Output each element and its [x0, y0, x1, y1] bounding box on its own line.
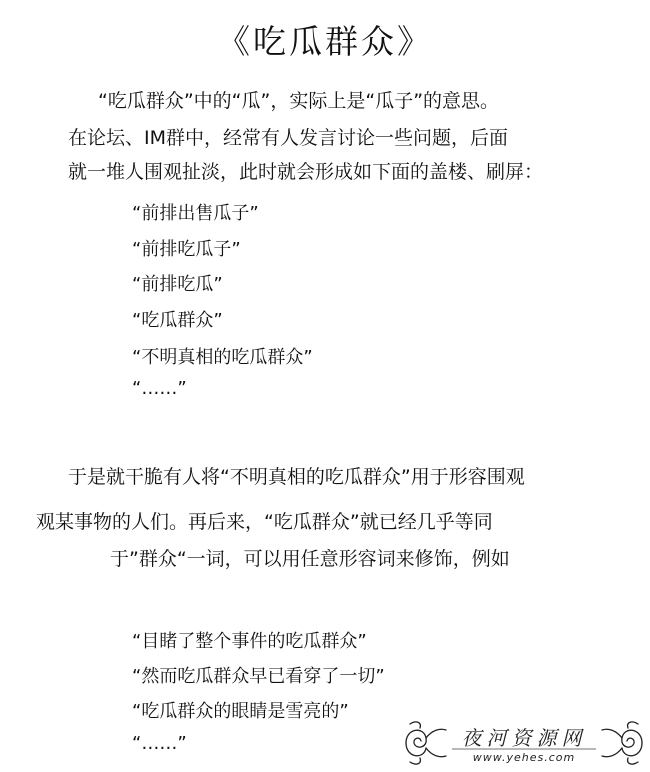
paragraph2-line-3: 于”群众“一词，可以用任意形容词来修饰，例如 [110, 548, 510, 570]
paragraph2-line-1: 于是就干脆有人将“不明真相的吃瓜群众”用于形容围观 [68, 466, 525, 488]
page-title: 《吃瓜群众》 [217, 22, 433, 61]
watermark-site-name: 夜河资源网 [461, 726, 587, 750]
list-item: “前排出售瓜子” [132, 203, 259, 224]
list-item: “吃瓜群众” [132, 310, 223, 331]
list-item: “……” [132, 378, 187, 399]
list-item: “前排吃瓜子” [132, 239, 241, 260]
intro-line-2: 在论坛、IM群中，经常有人发言讨论一些问题，后面 [68, 127, 508, 149]
watermark-site-url: www.yehes.com [472, 751, 576, 764]
list-item: “然而吃瓜群众早已看穿了一切” [132, 666, 385, 687]
intro-line-1: “吃瓜群众”中的“瓜”，实际上是“瓜子”的意思。 [98, 90, 500, 112]
list-item: “吃瓜群众的眼睛是雪亮的” [132, 701, 349, 722]
list-item: “不明真相的吃瓜群众” [132, 347, 313, 368]
list-item: “目睹了整个事件的吃瓜群众” [132, 631, 367, 652]
list-item: “……” [132, 733, 187, 754]
site-watermark [402, 716, 646, 770]
paragraph2-line-2: 观某事物的人们。再后来，“吃瓜群众”就已经几乎等同 [36, 511, 493, 533]
intro-line-3: 就一堆人围观扯淡，此时就会形成如下面的盖楼、刷屏： [68, 161, 544, 183]
list-item: “前排吃瓜” [132, 274, 223, 295]
